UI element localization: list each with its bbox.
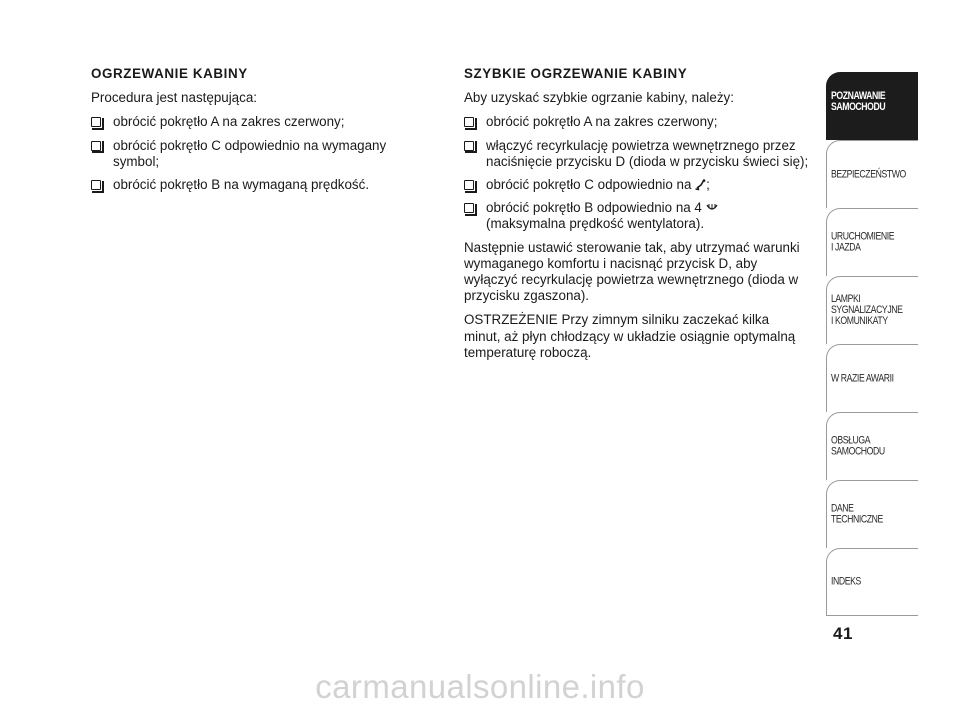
section-heading-quick-heating: SZYBKIE OGRZEWANIE KABINY (464, 66, 688, 81)
chapter-tabs (826, 72, 918, 616)
tab-uruchomienie-i-jazda[interactable]: URUCHOMIENIE I JAZDA (826, 208, 918, 276)
tab-poznawanie-samochodu[interactable]: POZNAWANIE SAMOCHODU (826, 72, 918, 140)
list-item: obrócić pokrętło A na zakres czerwony; (91, 114, 421, 130)
steps-list (464, 114, 809, 232)
left-column (91, 66, 421, 200)
list-item: obrócić pokrętło B na wymaganą prędkość. (91, 177, 421, 193)
checkbox-bullet-icon (464, 117, 474, 127)
section-intro: Aby uzyskać szybkie ogrzanie kabiny, należy: (464, 90, 734, 106)
feet-airflow-icon (695, 179, 706, 191)
list-item: obrócić pokrętło B odpowiednio na 4 (maksymalna prędkość wentylatora). (464, 200, 809, 232)
tab-dane-techniczne[interactable]: DANE TECHNICZNE (826, 480, 918, 548)
watermark-text: carmanualsonline.info (315, 668, 645, 705)
tab-w-razie-awarii[interactable]: W RAZIE AWARII (826, 344, 918, 412)
tab-bezpieczenstwo[interactable]: BEZPIECZEŃSTWO (826, 140, 918, 208)
checkbox-bullet-icon (91, 117, 101, 127)
list-item: obrócić pokrętło A na zakres czerwony; (464, 114, 809, 130)
list-item: obrócić pokrętło C odpowiednio na ; (464, 177, 809, 193)
right-column (464, 66, 809, 369)
steps-list (91, 114, 421, 193)
list-item: włączyć recyrkulację powietrza wewnętrznego przez naciśnięcie przycisku D (dioda w przycisku świeci się); (464, 138, 809, 170)
tab-lampki-sygnalizacyjne[interactable]: LAMPKI SYGNALIZACYJNE I KOMUNIKATY (826, 276, 918, 344)
section-intro: Procedura jest następująca: (91, 90, 257, 106)
section-heading-cabin-heating: OGRZEWANIE KABINY (91, 66, 248, 81)
checkbox-bullet-icon (91, 180, 101, 190)
checkbox-bullet-icon (464, 141, 474, 151)
tab-indeks[interactable]: INDEKS (826, 548, 918, 616)
checkbox-bullet-icon (464, 203, 474, 213)
list-item: obrócić pokrętło C odpowiednio na wymagany symbol; (91, 138, 421, 170)
tab-obsluga-samochodu[interactable]: OBSŁUGA SAMOCHODU (826, 412, 918, 480)
page-number: 41 (833, 624, 853, 643)
warning-paragraph: OSTRZEŻENIE Przy zimnym silniku zaczekać kilka minut, aż płyn chłodzący w układzie osiągnie optymalną temperaturę roboczą. (464, 312, 796, 360)
checkbox-bullet-icon (464, 180, 474, 190)
checkbox-bullet-icon (91, 141, 101, 151)
fan-speed-icon (706, 203, 718, 214)
instruction-paragraph: Następnie ustawić sterowanie tak, aby utrzymać warunki wymaganego komfortu i nacisnąć przycisk D, aby wyłączyć recyrkulację powietrza wewnętrznego (dioda w przycisku zgaszona). (464, 239, 800, 304)
